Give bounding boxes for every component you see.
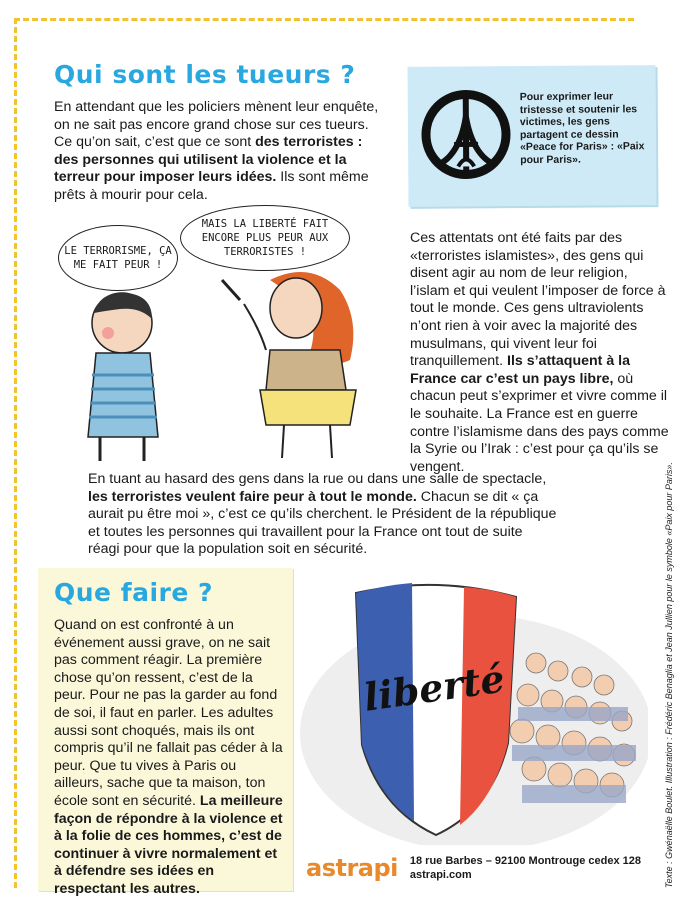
text-run: Chacun se dit « ça aurait pu être moi », c’est ce qu’ils cherchent. le Président de la république et toutes les personnes qui travaillent pour la France ont tout de suite réagi pour que la population soit en sécurité. bbox=[88, 488, 557, 558]
paragraph-peur bbox=[88, 471, 558, 559]
text-run: En tuant au hasard des gens dans la rue ou dans une salle de spectacle, bbox=[88, 471, 547, 487]
shield-crowd-drawing bbox=[296, 573, 648, 845]
child-figure bbox=[60, 285, 180, 465]
peace-for-paris-icon bbox=[418, 86, 515, 183]
text-run-bold: Ils s’attaquent à la France car c’est un pays libre, bbox=[410, 353, 630, 387]
text-run-bold: des terroristes : des personnes qui utilisent la violence et la terreur pour imposer leurs idées. bbox=[54, 134, 363, 186]
text-run: En attendant que les policiers mènent leur enquête, on ne sait pas encore grand chose sur ces tueurs. Ce qu’on sait, c’est que ce sont bbox=[54, 99, 379, 151]
credits-text: Texte : Gwénaëlle Boulet. Illustration : Frédéric Benaglia et Jean Jullien pour le symbole «Paix pour Paris». bbox=[664, 462, 674, 888]
text-run-bold: les terroristes veulent faire peur à tout le monde. bbox=[88, 488, 417, 505]
text-run: Ils sont même prêts à mourir pour cela. bbox=[54, 169, 369, 203]
decorative-top-border bbox=[14, 18, 634, 21]
section-title-tueurs: Qui sont les tueurs ? bbox=[54, 60, 356, 89]
paragraph-attentats bbox=[410, 230, 670, 476]
peace-for-paris-box bbox=[408, 65, 657, 207]
text-run: Quand on est confronté à un événement aussi grave, on ne sait pas comment réagir. La première chose qu’on ressent, c’est de la peur. Pour ne pas la garder au fond de soi, il faut en parler. Les adultes aussi sont choqués, mais ils ont compris qu’il ne fallait pas céder à la peur. Que tu vives à Paris ou ailleurs, sache que ta maison, ton école sont en sécurité. bbox=[54, 617, 283, 809]
shield-word: liberté bbox=[360, 655, 508, 720]
footer bbox=[306, 854, 641, 882]
text-run: Ces attentats ont été faits par des «terroristes islamistes», des gens qui disent agir au nom de leur religion, l’islam et qui veulent l’imposer de force à tout le monde. Ces gens ultraviolents n’ont rien à voir avec la majorité des musulmans, qui vivent leur foi tranquillement. bbox=[410, 230, 666, 370]
section-title-que-faire: Que faire ? bbox=[54, 578, 214, 607]
astrapi-logo: astrapi bbox=[306, 854, 398, 882]
illustration-liberte-shield bbox=[296, 573, 648, 845]
paragraph-tueurs bbox=[54, 99, 384, 205]
speech-bubble-child: LE TERRORISME, ÇA ME FAIT PEUR ! bbox=[58, 225, 178, 291]
paragraph-que-faire bbox=[54, 617, 284, 899]
decorative-left-border bbox=[14, 18, 17, 888]
speech-bubble-woman: MAIS LA LIBERTÉ FAIT ENCORE PLUS PEUR AUX TERRORISTES ! bbox=[180, 205, 350, 271]
footer-address: 18 rue Barbes – 92100 Montrouge cedex 128 bbox=[409, 855, 642, 867]
illustration-conversation bbox=[40, 205, 400, 465]
footer-address-block bbox=[410, 854, 641, 882]
text-run-bold: La meilleure façon de répondre à la violence et à la folie de ces hommes, c’est de continuer à vivre normalement et à défendre ses idées en respectant les autres. bbox=[54, 792, 283, 897]
woman-figure bbox=[200, 260, 380, 460]
footer-website[interactable]: astrapi.com bbox=[409, 869, 472, 881]
symbol-caption: Pour exprimer leur tristesse et soutenir les victimes, les gens partagent ce dessin «Peace for Paris» : «Paix pour Paris». bbox=[519, 90, 645, 167]
text-run: où chacun peut s’exprimer et vivre comme il le souhaite. La France est en guerre contre l’islamisme dans des pays comme la Syrie ou l’Irak : c’est pour ça qu’ils se vengent. bbox=[410, 370, 669, 475]
